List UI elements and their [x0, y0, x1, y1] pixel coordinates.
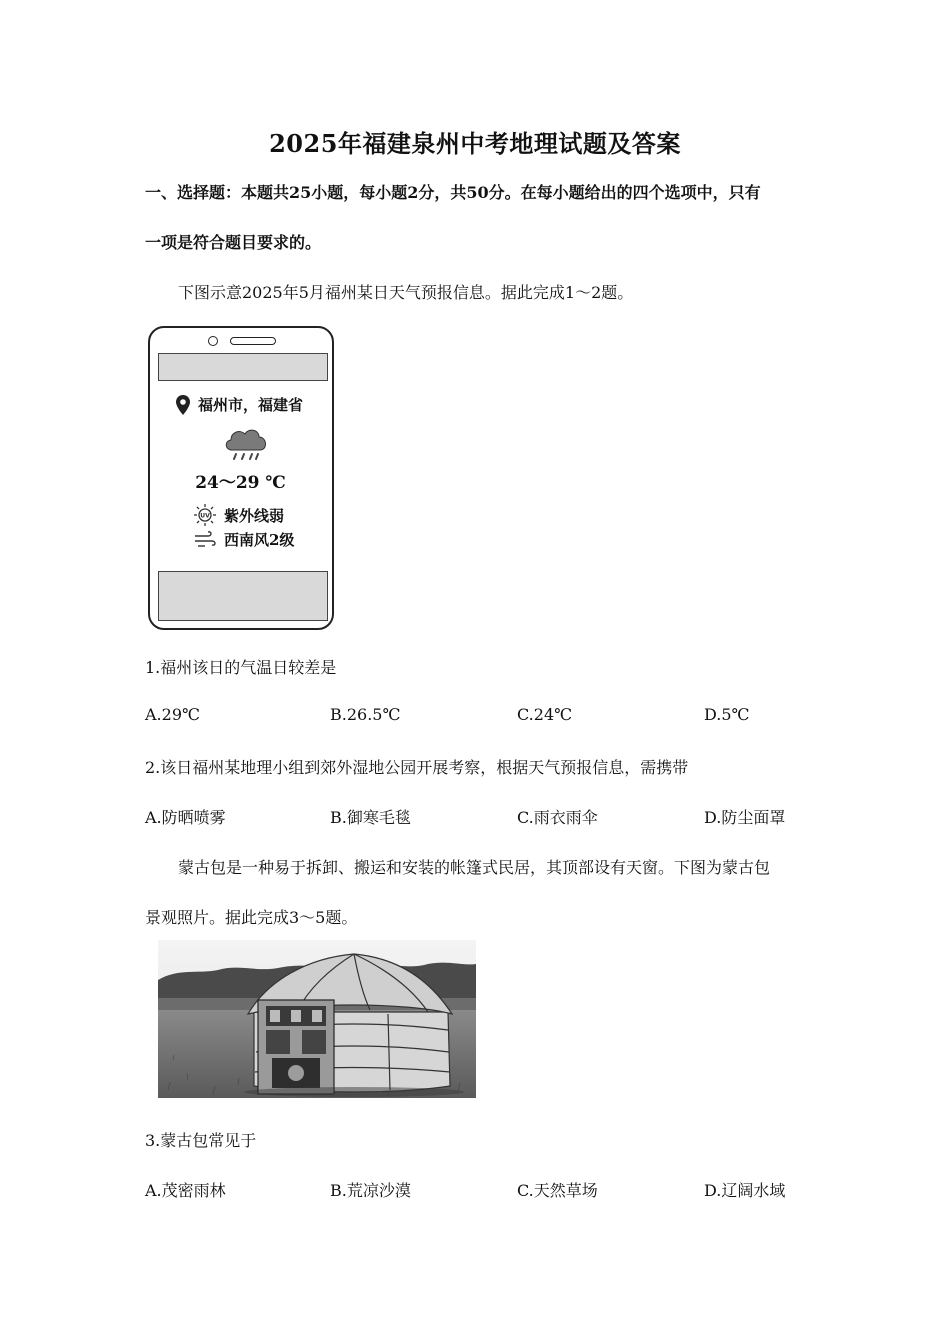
- uv-row: [194, 504, 284, 526]
- q3-option-d: D.辽阔水域: [704, 1181, 786, 1200]
- q1-option-d: D.5℃: [704, 705, 750, 724]
- rain-cloud-icon: [222, 424, 270, 464]
- question-3-options: [145, 1178, 825, 1202]
- uv-badge-text: UV: [200, 512, 210, 520]
- page-title: 2025年福建泉州中考地理试题及答案: [269, 129, 681, 158]
- phone-status-bar: [158, 353, 328, 381]
- q2-option-b: B.御寒毛毯: [330, 808, 411, 827]
- yurt-photo: [158, 940, 476, 1098]
- phone-bottom-bar: [158, 571, 328, 621]
- temperature-range: 24～29 ℃: [195, 473, 286, 493]
- wind-row: [194, 529, 294, 550]
- q2-option-a: A.防晒喷雾: [145, 808, 226, 827]
- section-heading-line1: 一、选择题：本题共25小题，每小题2分，共50分。在每小题给出的四个选项中，只有: [145, 183, 761, 202]
- weather-phone-figure: [148, 326, 334, 630]
- wind-icon: [194, 531, 216, 549]
- section-heading-line2: 一项是符合题目要求的。: [145, 233, 322, 252]
- location-text: 福州市，福建省: [198, 396, 304, 414]
- q1-option-b: B.26.5℃: [330, 705, 401, 724]
- intro-yurt-line2: 景观照片。据此完成3～5题。: [145, 908, 358, 927]
- q1-option-a: A.29℃: [145, 705, 200, 724]
- q3-option-b: B.荒凉沙漠: [330, 1181, 411, 1200]
- question-2-stem: 2.该日福州某地理小组到郊外湿地公园开展考察，根据天气预报信息，需携带: [145, 758, 689, 777]
- intro-weather: 下图示意2025年5月福州某日天气预报信息。据此完成1～2题。: [178, 283, 634, 302]
- intro-yurt-line1: 蒙古包是一种易于拆卸、搬运和安装的帐篷式民居，其顶部设有天窗。下图为蒙古包: [178, 858, 771, 877]
- q2-option-c: C.雨衣雨伞: [517, 808, 598, 827]
- phone-speaker: [230, 337, 276, 345]
- location-row: [176, 394, 303, 415]
- question-1-stem: 1.福州该日的气温日较差是: [145, 658, 337, 677]
- question-3-stem: 3.蒙古包常见于: [145, 1131, 257, 1150]
- wind-text: 西南风2级: [224, 531, 295, 549]
- question-1-options: [145, 705, 825, 729]
- phone-camera: [208, 336, 218, 346]
- q3-option-c: C.天然草场: [517, 1181, 598, 1200]
- q2-option-d: D.防尘面罩: [704, 808, 786, 827]
- uv-text: 紫外线弱: [224, 506, 285, 525]
- location-pin-icon: [176, 395, 190, 415]
- question-2-options: [145, 805, 825, 829]
- q1-option-c: C.24℃: [517, 705, 573, 724]
- q3-option-a: A.茂密雨林: [145, 1181, 226, 1200]
- uv-sun-icon: [194, 504, 216, 526]
